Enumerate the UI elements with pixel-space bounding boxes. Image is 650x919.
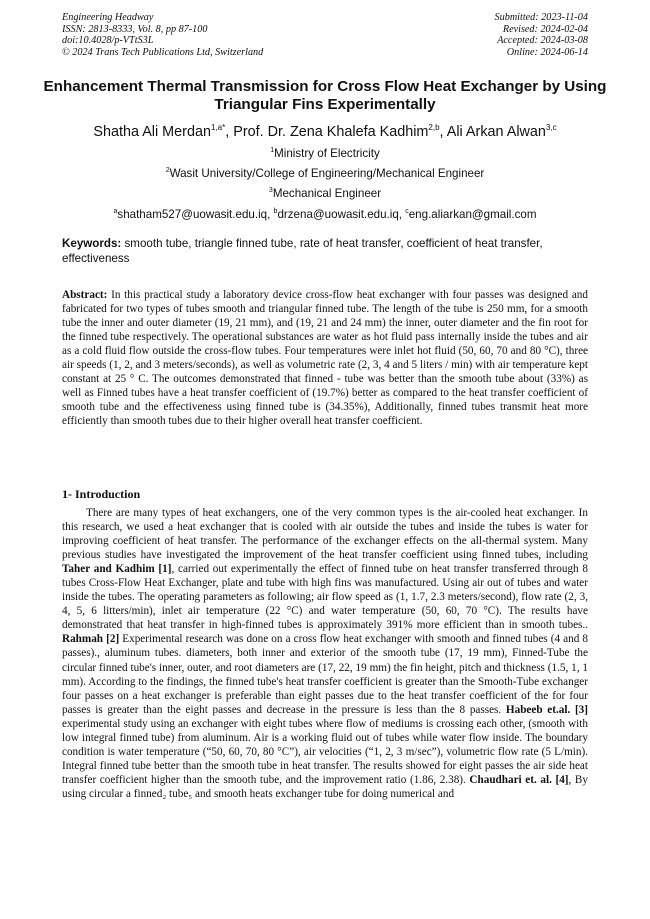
journal-issn: ISSN: 2813-8333, Vol. 8, pp 87-100 (62, 23, 208, 35)
intro-text: There are many types of heat exchangers, one of the very common types is the air-cooled heat exchanger. In this research, we used a heat exchanger that is cooled with air outside the tubes and inside the tubes is water for improving coefficient of heat transfer. The performance of the exchanger effects on the all-thermal system. Many previous studies have investigated the improvement of the heat transfer coefficient using finned tubes, including (62, 507, 588, 562)
keywords (62, 237, 588, 266)
affiliation-2 (30, 164, 620, 181)
citation-ref: Chaudhari et. al. [4] (469, 773, 569, 786)
section-heading-introduction: 1- Introduction (62, 487, 141, 501)
date-accepted: Accepted: 2024-03-08 (497, 35, 588, 47)
journal-name: Engineering Headway (62, 12, 154, 23)
journal-doi[interactable]: doi:10.4028/p-VTtS3L (62, 35, 154, 47)
citation-ref: Rahmah [2] (62, 633, 120, 646)
affiliation-sup: 3 (268, 187, 273, 194)
author-2: Prof. Dr. Zena Khalefa Kadhim (233, 123, 429, 140)
email-link[interactable]: eng.aliarkan@gmail.com (408, 207, 537, 221)
citation-ref: Taher and Kadhim [1] (62, 563, 172, 576)
affiliation-text: Ministry of Electricity (274, 146, 380, 160)
affiliation-1 (30, 144, 620, 161)
abstract-text: In this practical study a laboratory device cross-flow heat exchanger with four passes was designed and fabricated for two types of tubes smooth and triangular finned tube. The length of the tube is 250 mm, for a smooth tube the inner and outer diameter (19, 21 mm), and (19, 21 and 24 mm) the inner, outer diameter and the fin root for the finned tube respectively. The operational substances are water as hot fluid pass internally inside the tubes and air as a cold fluid flow outside the cross-flow tubes. Four temperatures were inlet hot fluid (50, 60, 70 and 80 °C), three air speeds (1, 2, and 3 meters/seconds), as well as volumetric rate (2, 3, 4 and 5 liters / min) with air temperature kept constant at 25 ° C. The outcomes demonstrated that finned - tube was better than the smooth tube about (33%) as well as Finned tubes have a heat transfer coefficient of (19.7%) better as compared to the heat transfer coefficient of smooth tube and the effectiveness using finned tube is (34.35%), Additionally, finned tubes transmit heat more efficiently than smooth tubes due to their higher overall heat transfer coefficient. (62, 289, 588, 428)
author-1: Shatha Ali Merdan (93, 123, 211, 140)
intro-text: , carried out experimentally the effect of finned tube on heat transfer transferred through 8 tubes Cross-Flow Heat Exchanger, plate and tube with high fins was manufactured. Using air out of tubes and water inside the tubes. The operating parameters as following; air flow speed as (1, 1.7, 2.3 meters/second), flow rate (2, 3, 4, 5, 6 litters/min), inlet air temperature (22 °C) and water temperature (50, 60, 70 °C). The results have demonstrated that heat transfer in high-finned tubes is approximately 391% more efficient than in smooth tubes.. (62, 563, 588, 632)
keywords-text: smooth tube, triangle finned tube, rate of heat transfer, coefficient of heat transfer, effectiveness (62, 237, 543, 265)
intro-text: Experimental research was done on a cross flow heat exchanger with smooth and finned tubes (4 and 8 passes)., aluminum tubes. diameters, both inner and exterior of the smooth tube (17, 19 mm), Finned-Tube the circular finned tube's inner, outer, and root diameters are (17, 22, 19 mm) the fin height, pitch and thickness (1.5, 1, 1 mm). According to the findings, the finned tube's heat transfer coefficient is greater than the Smooth-Tube exchanger four passes on a heat exchanger is preferable than eight passes due to the heat transfer coefficient of the for four passes is greater than the eight passes and decrease in the pressure is less than the 8 passes. (62, 633, 588, 716)
author-list (30, 119, 620, 141)
author-separator: , (439, 123, 447, 140)
date-online: Online: 2024-06-14 (506, 46, 588, 58)
intro-text: experimental study using an exchanger with eight tubes where flow of mediums is crossing each other, (smooth with low integral finned tube) from aluminum. Air is a working fluid out of tubes while water flow inside. The boundary condition is water temperature (“50, 60, 70, 80 °C”), air velocities (“1, 2, 3 m/sec”), volumetric flow rate (5 L/min). Integral finned tube better than the smooth tube in heat transfer. The results showed for eight passes the air side heat transfer coefficient higher than the smooth tube, and the improvement ratio (1.86, 2.38). (62, 717, 588, 786)
email-sup: b (273, 208, 278, 215)
author-3: Ali Arkan Alwan (446, 123, 546, 140)
abstract-label: Abstract: (62, 289, 108, 301)
abstract (62, 288, 588, 428)
email-sup: c (405, 208, 409, 215)
email-link[interactable]: drzena@uowasit.edu.iq, (277, 207, 406, 221)
keywords-label: Keywords: (62, 237, 122, 250)
publication-dates (495, 12, 588, 58)
citation-ref: Habeeb et.al. [3] (505, 703, 588, 716)
affiliation-text: Wasit University/College of Engineering/Mechanical Engineer (169, 166, 485, 180)
affiliation-sup: 1 (270, 147, 275, 154)
author-3-sup: 3,c (545, 123, 557, 132)
journal-info (62, 12, 263, 58)
email-link[interactable]: shatham527@uowasit.edu.iq, (117, 207, 274, 221)
affiliation-3 (30, 184, 620, 201)
affiliation-sup: 2 (165, 167, 170, 174)
email-sup: a (113, 208, 118, 215)
intro-text: , By using circular a finned₂ tube₅ and smooth heats exchanger tube for doing numerical and (62, 773, 588, 800)
journal-copyright: © 2024 Trans Tech Publications Ltd, Switzerland (62, 46, 264, 58)
date-submitted: Submitted: 2023-11-04 (494, 12, 588, 23)
author-1-sup: 1,a* (210, 123, 226, 132)
date-revised: Revised: 2024-02-04 (502, 23, 588, 35)
author-emails (30, 205, 620, 222)
author-separator: , (225, 123, 234, 140)
author-2-sup: 2,b (428, 123, 440, 132)
introduction-paragraph (62, 506, 588, 801)
paper-title: Enhancement Thermal Transmission for Cross Flow Heat Exchanger by Using Triangular Fins Experimentally (43, 78, 607, 113)
affiliation-text: Mechanical Engineer (272, 186, 382, 200)
